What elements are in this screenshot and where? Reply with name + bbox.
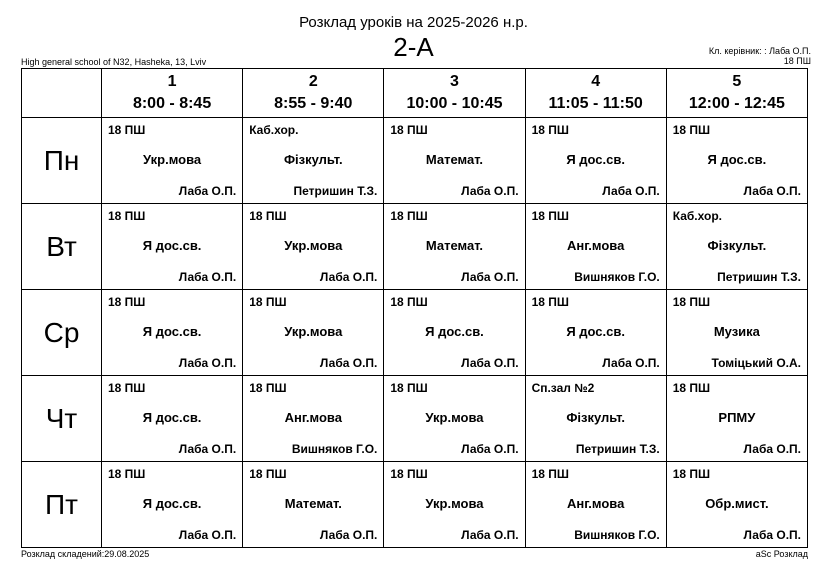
lesson-room: Сп.зал №2 (531, 381, 595, 395)
lesson-teacher: Вишняков Г.О. (291, 442, 378, 456)
lesson-room: Каб.хор. (672, 209, 723, 223)
lesson-cell (243, 376, 384, 462)
period-header (384, 69, 525, 118)
lesson-cell (666, 204, 807, 290)
lesson-teacher: Лаба О.П. (602, 184, 660, 198)
lesson-cell (243, 462, 384, 548)
lesson-subject: Анг.мова (284, 410, 342, 425)
period-header (243, 69, 384, 118)
day-label: Пт (22, 462, 102, 548)
lesson-room: 18 ПШ (249, 467, 287, 481)
period-number: 5 (732, 73, 742, 90)
period-time: 8:55 - 9:40 (274, 95, 353, 112)
lesson-teacher: Лаба О.П. (743, 528, 801, 542)
lesson-cell (525, 290, 666, 376)
lesson-room: 18 ПШ (672, 123, 711, 137)
lesson-cell (384, 118, 525, 204)
app-brand: aSc Розклад (755, 549, 808, 559)
lesson-subject: Укр.мова (284, 238, 343, 253)
lesson-cell (525, 462, 666, 548)
lesson-subject: Я дос.св. (142, 410, 202, 425)
lesson-subject: Математ. (425, 152, 484, 167)
lesson-cell (525, 118, 666, 204)
lesson-cell (666, 118, 807, 204)
lesson-teacher: Лаба О.П. (319, 528, 378, 542)
period-time: 12:00 - 12:45 (688, 95, 785, 112)
lesson-subject: Укр.мова (425, 496, 484, 511)
lesson-subject: Математ. (284, 496, 342, 511)
lesson-room: 18 ПШ (672, 467, 711, 481)
lesson-cell (102, 376, 243, 462)
lesson-cell (384, 462, 525, 548)
day-label: Ср (22, 290, 102, 376)
lesson-subject: Фізкульт. (283, 152, 343, 167)
lesson-room: 18 ПШ (390, 295, 428, 309)
lesson-room: 18 ПШ (672, 295, 711, 309)
timetable (21, 68, 808, 548)
lesson-subject: Анг.мова (566, 238, 625, 253)
lesson-teacher: Петришин Т.З. (293, 184, 378, 198)
lesson-teacher: Лаба О.П. (319, 270, 378, 284)
lesson-teacher: Лаба О.П. (178, 184, 237, 198)
lesson-teacher: Лаба О.П. (461, 442, 519, 456)
period-time: 11:05 - 11:50 (548, 95, 643, 112)
period-header-row (22, 69, 808, 118)
period-number: 4 (591, 73, 601, 90)
lesson-subject: Я дос.св. (566, 152, 625, 167)
day-row (22, 462, 808, 548)
lesson-room: 18 ПШ (390, 209, 428, 223)
lesson-subject: РПМУ (718, 410, 756, 425)
day-row (22, 204, 808, 290)
lesson-room: 18 ПШ (108, 381, 146, 395)
lesson-room: 18 ПШ (249, 209, 287, 223)
lesson-room: 18 ПШ (390, 123, 428, 137)
period-time: 10:00 - 10:45 (406, 95, 503, 112)
lesson-room: 18 ПШ (531, 467, 569, 481)
lesson-teacher: Лаба О.П. (319, 356, 378, 370)
lesson-cell (525, 204, 666, 290)
lesson-teacher: Лаба О.П. (602, 356, 660, 370)
lesson-subject: Я дос.св. (566, 324, 625, 339)
lesson-cell (384, 204, 525, 290)
lesson-room: 18 ПШ (108, 209, 146, 223)
lesson-subject: Я дос.св. (142, 324, 202, 339)
lesson-cell (384, 376, 525, 462)
lesson-teacher: Лаба О.П. (461, 184, 519, 198)
lesson-room: 18 ПШ (108, 467, 146, 481)
lesson-cell (666, 376, 807, 462)
day-row (22, 376, 808, 462)
lesson-subject: Я дос.св. (707, 152, 767, 167)
lesson-subject: Фізкульт. (707, 238, 767, 253)
class-room: 18 ПШ (783, 56, 811, 66)
lesson-cell (243, 204, 384, 290)
period-header (666, 69, 807, 118)
created-date: Розклад складений:29.08.2025 (21, 549, 150, 559)
lesson-cell (102, 118, 243, 204)
period-number: 2 (308, 73, 318, 90)
lesson-cell (102, 462, 243, 548)
lesson-room: 18 ПШ (672, 381, 711, 395)
lesson-teacher: Петришин Т.З. (717, 270, 801, 284)
lesson-teacher: Лаба О.П. (743, 442, 801, 456)
lesson-cell (666, 462, 807, 548)
period-time: 8:00 - 8:45 (132, 95, 212, 112)
period-number: 3 (450, 73, 459, 90)
lesson-room: 18 ПШ (390, 381, 428, 395)
lesson-cell (666, 290, 807, 376)
lesson-cell (243, 290, 384, 376)
lesson-subject: Укр.мова (425, 410, 484, 425)
lesson-teacher: Лаба О.П. (461, 270, 519, 284)
lesson-subject: Математ. (425, 238, 484, 253)
period-number: 1 (167, 73, 177, 90)
lesson-subject: Я дос.св. (142, 238, 202, 253)
lesson-teacher: Лаба О.П. (178, 270, 237, 284)
lesson-room: 18 ПШ (531, 295, 569, 309)
lesson-teacher: Лаба О.П. (743, 184, 801, 198)
lesson-subject: Музика (713, 324, 760, 339)
lesson-room: 18 ПШ (108, 123, 146, 137)
lesson-teacher: Лаба О.П. (178, 442, 237, 456)
school-name: High general school of N32, Hasheka, 13, Lviv (21, 57, 207, 67)
day-row (22, 290, 808, 376)
period-header (525, 69, 666, 118)
lesson-teacher: Лаба О.П. (461, 356, 519, 370)
lesson-room: 18 ПШ (108, 295, 146, 309)
day-label: Вт (22, 204, 102, 290)
period-header (102, 69, 243, 118)
lesson-teacher: Томіцький О.А. (711, 356, 801, 370)
lesson-cell (102, 290, 243, 376)
lesson-teacher: Вишняков Г.О. (574, 270, 660, 284)
lesson-room: 18 ПШ (531, 123, 569, 137)
lesson-room: 18 ПШ (390, 467, 428, 481)
lesson-teacher: Лаба О.П. (461, 528, 519, 542)
lesson-subject: Анг.мова (566, 496, 625, 511)
corner-cell (22, 69, 102, 118)
page-title: Розклад уроків на 2025-2026 н.р. (299, 14, 528, 31)
lesson-room: 18 ПШ (249, 381, 287, 395)
lesson-subject: Укр.мова (143, 152, 202, 167)
lesson-cell (243, 118, 384, 204)
day-label: Пн (22, 118, 102, 204)
class-teacher-info (709, 46, 811, 66)
lesson-teacher: Лаба О.П. (178, 528, 237, 542)
lesson-teacher: Петришин Т.З. (575, 442, 660, 456)
day-row (22, 118, 808, 204)
lesson-teacher: Лаба О.П. (178, 356, 237, 370)
class-teacher: Кл. керівник: : Лаба О.П. (708, 46, 811, 56)
lesson-cell (102, 204, 243, 290)
lesson-cell (525, 376, 666, 462)
lesson-subject: Обр.мист. (705, 496, 769, 511)
lesson-subject: Я дос.св. (425, 324, 484, 339)
day-label: Чт (22, 376, 102, 462)
lesson-subject: Я дос.св. (142, 496, 202, 511)
lesson-subject: Укр.мова (284, 324, 343, 339)
lesson-subject: Фізкульт. (566, 410, 625, 425)
lesson-room: 18 ПШ (531, 209, 569, 223)
lesson-room: 18 ПШ (249, 295, 287, 309)
lesson-cell (384, 290, 525, 376)
class-name: 2-А (393, 32, 434, 62)
lesson-room: Каб.хор. (249, 123, 299, 137)
lesson-teacher: Вишняков Г.О. (574, 528, 660, 542)
